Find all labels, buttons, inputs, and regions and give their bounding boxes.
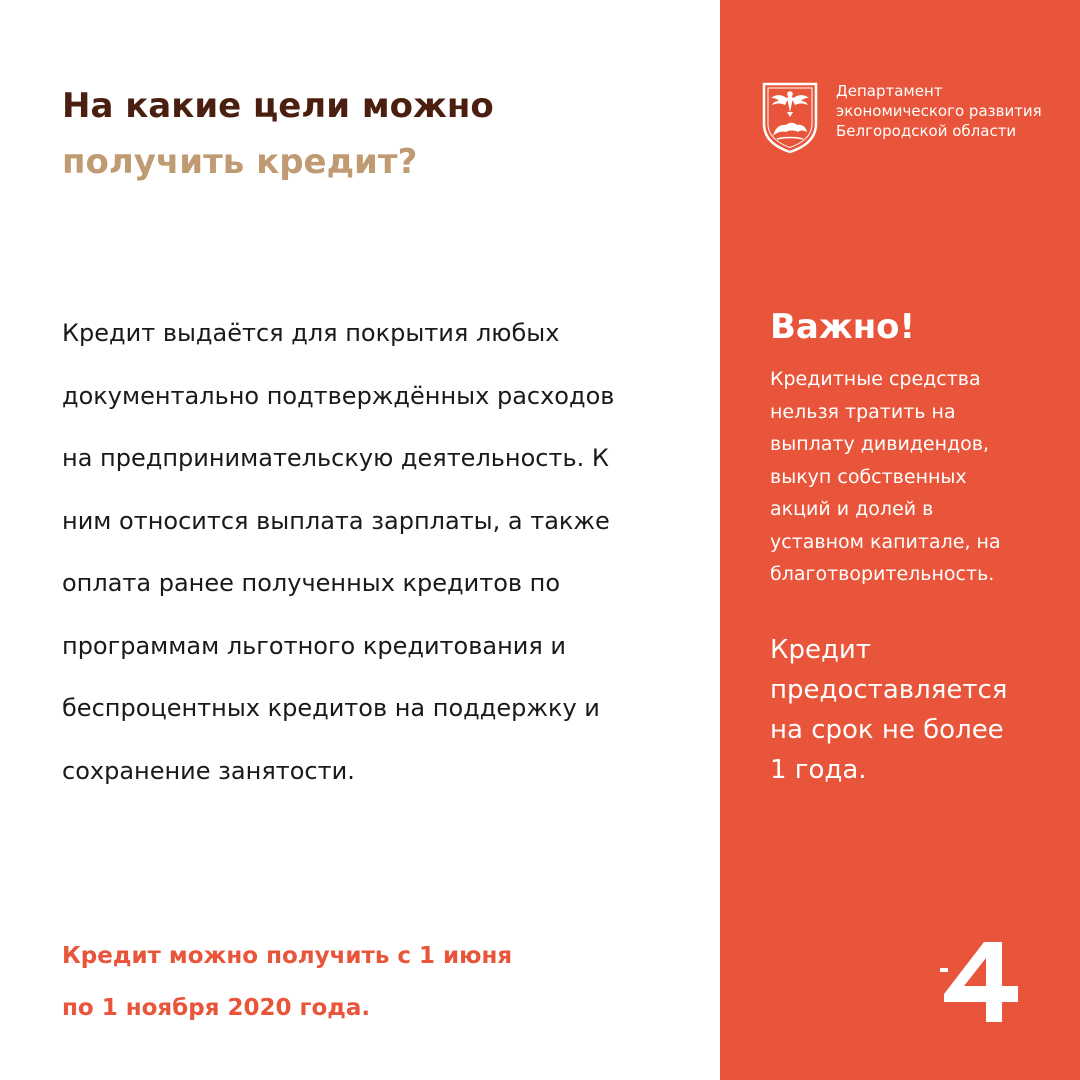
organization-name-line: экономического развития	[836, 102, 1042, 120]
important-notice-line: акций и долей в	[770, 498, 934, 520]
loan-term-line: Кредит	[770, 635, 871, 665]
page-title-line-1: На какие цели можно	[62, 86, 494, 126]
availability-note	[62, 930, 512, 1034]
body-line: документально подтверждённых расходов	[62, 381, 615, 410]
body-paragraph	[62, 302, 692, 802]
organization-name	[836, 81, 1042, 141]
loan-term-note	[770, 630, 1007, 790]
body-line: сохранение занятости.	[62, 756, 355, 785]
important-notice-line: нельзя тратить на	[770, 400, 956, 423]
body-line: на предпринимательскую деятельность. К	[62, 444, 609, 472]
important-notice-line: уставном капитале, на	[770, 530, 1001, 553]
organization-name-line: Департамент	[836, 82, 943, 100]
body-line: программам льготного кредитования и	[62, 631, 567, 660]
body-line: Кредит выдаётся для покрытия любых	[62, 319, 560, 347]
availability-note-line: по 1 ноября 2020 года.	[62, 995, 371, 1021]
body-line: беспроцентных кредитов на поддержку и	[62, 694, 600, 722]
availability-note-line: Кредит можно получить с 1 июня	[62, 943, 513, 969]
body-line: ним относится выплата зарплаты, а также	[62, 506, 610, 535]
page-number-4	[940, 938, 1022, 1022]
loan-term-line: 1 года.	[770, 755, 867, 785]
page-title-line-2: получить кредит?	[62, 142, 418, 182]
belgorod-coat-of-arms-icon	[762, 82, 818, 154]
organization-name-line: Белгородской области	[836, 122, 1017, 140]
important-notice-line: благотворительность.	[770, 563, 995, 585]
loan-term-line: на срок не более	[770, 715, 1004, 745]
important-notice-line: Кредитные средства	[770, 368, 981, 390]
page-title	[62, 78, 494, 190]
important-heading: Важно!	[770, 307, 916, 347]
loan-term-line: предоставляется	[770, 675, 1008, 705]
important-notice-line: выплату дивидендов,	[770, 433, 990, 455]
important-notice-line: выкуп собственных	[770, 465, 967, 488]
body-line: оплата ранее полученных кредитов по	[62, 569, 561, 597]
important-notice	[770, 363, 1001, 591]
